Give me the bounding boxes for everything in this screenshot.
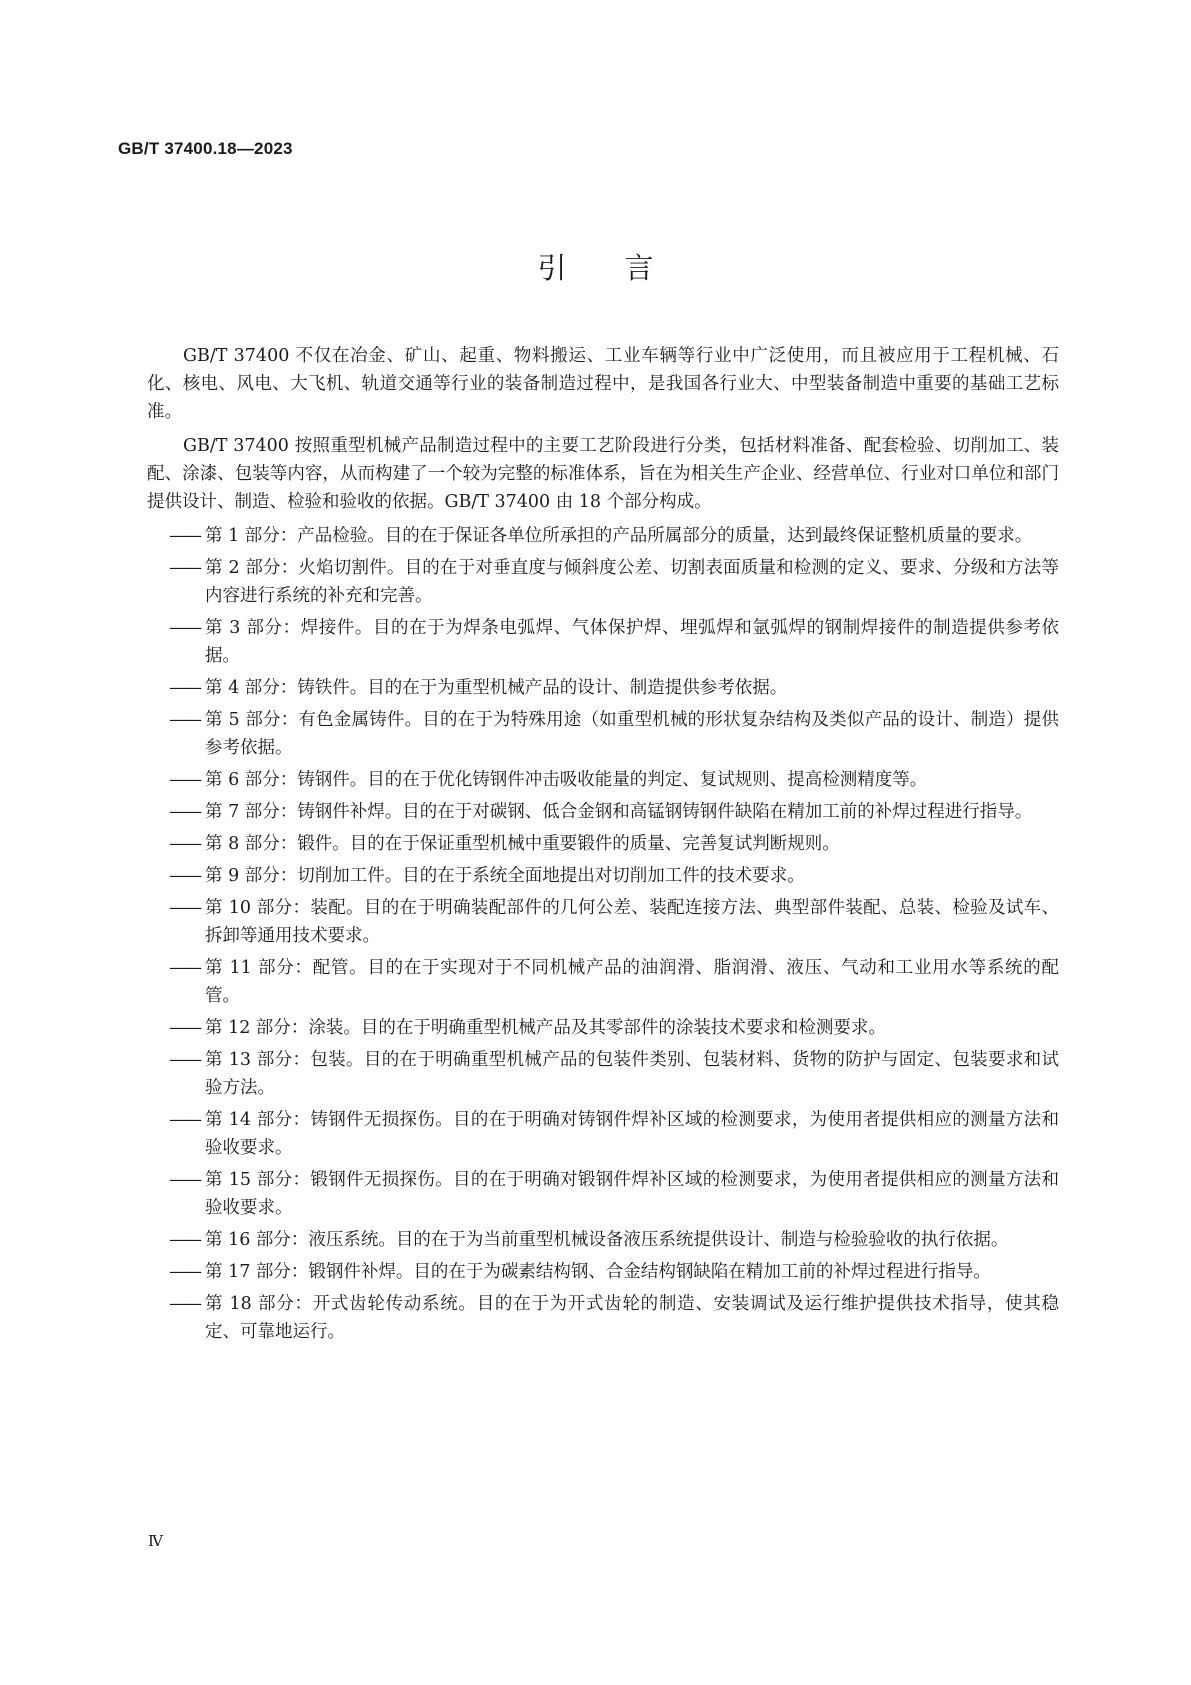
list-item-text: 第 4 部分：铸铁件。目的在于为重型机械产品的设计、制造提供参考依据。 [205,678,788,698]
list-dash: —— [169,1230,200,1250]
list-item [147,614,1059,670]
list-item-text: 第 8 部分：锻件。目的在于保证重型机械中重要锻件的质量、完善复试判断规则。 [205,834,840,854]
page-title: 引言 [537,251,712,285]
list-item [147,1258,1059,1286]
list-item [147,1166,1059,1222]
list-item-text: 第 18 部分：开式齿轮传动系统。目的在于为开式齿轮的制造、安装调试及运行维护提供技术指导，使其稳定、可靠地运行。 [205,1294,1059,1342]
list-item [147,894,1059,950]
list-item-text: 第 17 部分：锻钢件补焊。目的在于为碳素结构钢、合金结构钢缺陷在精加工前的补焊过程进行指导。 [205,1262,991,1282]
intro-paragraph: GB/T 37400 按照重型机械产品制造过程中的主要工艺阶段进行分类，包括材料准备、配套检验、切削加工、装配、涂漆、包装等内容，从而构建了一个较为完整的标准体系，旨在为相关生产企业、经营单位、行业对口单位和部门提供设计、制造、检验和验收的依据。GB/T 37400 由 18 个部分构成。 [147,436,1059,512]
list-dash: —— [169,770,200,790]
list-item-text: 第 3 部分：焊接件。目的在于为焊条电弧焊、气体保护焊、埋弧焊和氩弧焊的钢制焊接件的制造提供参考依据。 [205,618,1059,666]
list-item [147,766,1059,794]
list-dash: —— [169,834,200,854]
list-item-text: 第 11 部分：配管。目的在于实现对于不同机械产品的油润滑、脂润滑、液压、气动和工业用水等系统的配管。 [205,958,1059,1006]
list-dash: —— [169,802,200,822]
list-item-text: 第 6 部分：铸钢件。目的在于优化铸钢件冲击吸收能量的判定、复试规则、提高检测精度等。 [205,770,928,790]
list-item [147,1226,1059,1254]
list-item [147,674,1059,702]
list-dash: —— [169,1050,200,1070]
list-item [147,830,1059,858]
list-dash: —— [169,958,200,978]
list-item-text: 第 15 部分：锻钢件无损探伤。目的在于明确对锻钢件焊补区域的检测要求，为使用者提供相应的测量方法和验收要求。 [205,1170,1059,1218]
list-dash: —— [169,1262,200,1282]
list-item-text: 第 9 部分：切削加工件。目的在于系统全面地提出对切削加工件的技术要求。 [205,866,805,886]
standard-number: GB/T 37400.18—2023 [118,139,293,158]
list-item-text: 第 12 部分：涂装。目的在于明确重型机械产品及其零部件的涂装技术要求和检测要求。 [205,1018,886,1038]
document-body [147,342,1059,1350]
list-dash: —— [169,1294,200,1314]
list-item [147,706,1059,762]
list-dash: —— [169,898,200,918]
list-item-text: 第 14 部分：铸钢件无损探伤。目的在于明确对铸钢件焊补区域的检测要求，为使用者提供相应的测量方法和验收要求。 [205,1110,1059,1158]
list-item-text: 第 10 部分：装配。目的在于明确装配部件的几何公差、装配连接方法、典型部件装配、总装、检验及试车、拆卸等通用技术要求。 [205,898,1059,946]
list-dash: —— [169,618,200,638]
list-dash: —— [169,710,200,730]
list-dash: —— [169,866,200,886]
list-item [147,554,1059,610]
list-item [147,798,1059,826]
intro-paragraph: GB/T 37400 不仅在冶金、矿山、起重、物料搬运、工业车辆等行业中广泛使用，而且被应用于工程机械、石化、核电、风电、大飞机、轨道交通等行业的装备制造过程中，是我国各行业大、中型装备制造中重要的基础工艺标准。 [147,346,1059,422]
parts-list [147,522,1059,1346]
list-dash: —— [169,1170,200,1190]
list-item [147,1290,1059,1346]
list-dash: —— [169,1018,200,1038]
list-item [147,1106,1059,1162]
list-dash: —— [169,678,200,698]
list-item [147,862,1059,890]
list-item-text: 第 1 部分：产品检验。目的在于保证各单位所承担的产品所属部分的质量，达到最终保证整机质量的要求。 [205,526,1033,546]
page-number: Ⅳ [148,1532,163,1550]
list-item [147,1046,1059,1102]
list-item [147,1014,1059,1042]
list-item-text: 第 16 部分：液压系统。目的在于为当前重型机械设备液压系统提供设计、制造与检验验收的执行依据。 [205,1230,1009,1250]
list-item [147,522,1059,550]
list-dash: —— [169,558,200,578]
list-item [147,954,1059,1010]
list-item-text: 第 13 部分：包装。目的在于明确重型机械产品的包装件类别、包装材料、货物的防护与固定、包装要求和试验方法。 [205,1050,1059,1098]
list-item-text: 第 2 部分：火焰切割件。目的在于对垂直度与倾斜度公差、切割表面质量和检测的定义、要求、分级和方法等内容进行系统的补充和完善。 [205,558,1059,606]
list-dash: —— [169,526,200,546]
list-item-text: 第 5 部分：有色金属铸件。目的在于为特殊用途（如重型机械的形状复杂结构及类似产品的设计、制造）提供参考依据。 [205,710,1059,758]
list-item-text: 第 7 部分：铸钢件补焊。目的在于对碳钢、低合金钢和高锰钢铸钢件缺陷在精加工前的补焊过程进行指导。 [205,802,1033,822]
list-dash: —— [169,1110,200,1130]
